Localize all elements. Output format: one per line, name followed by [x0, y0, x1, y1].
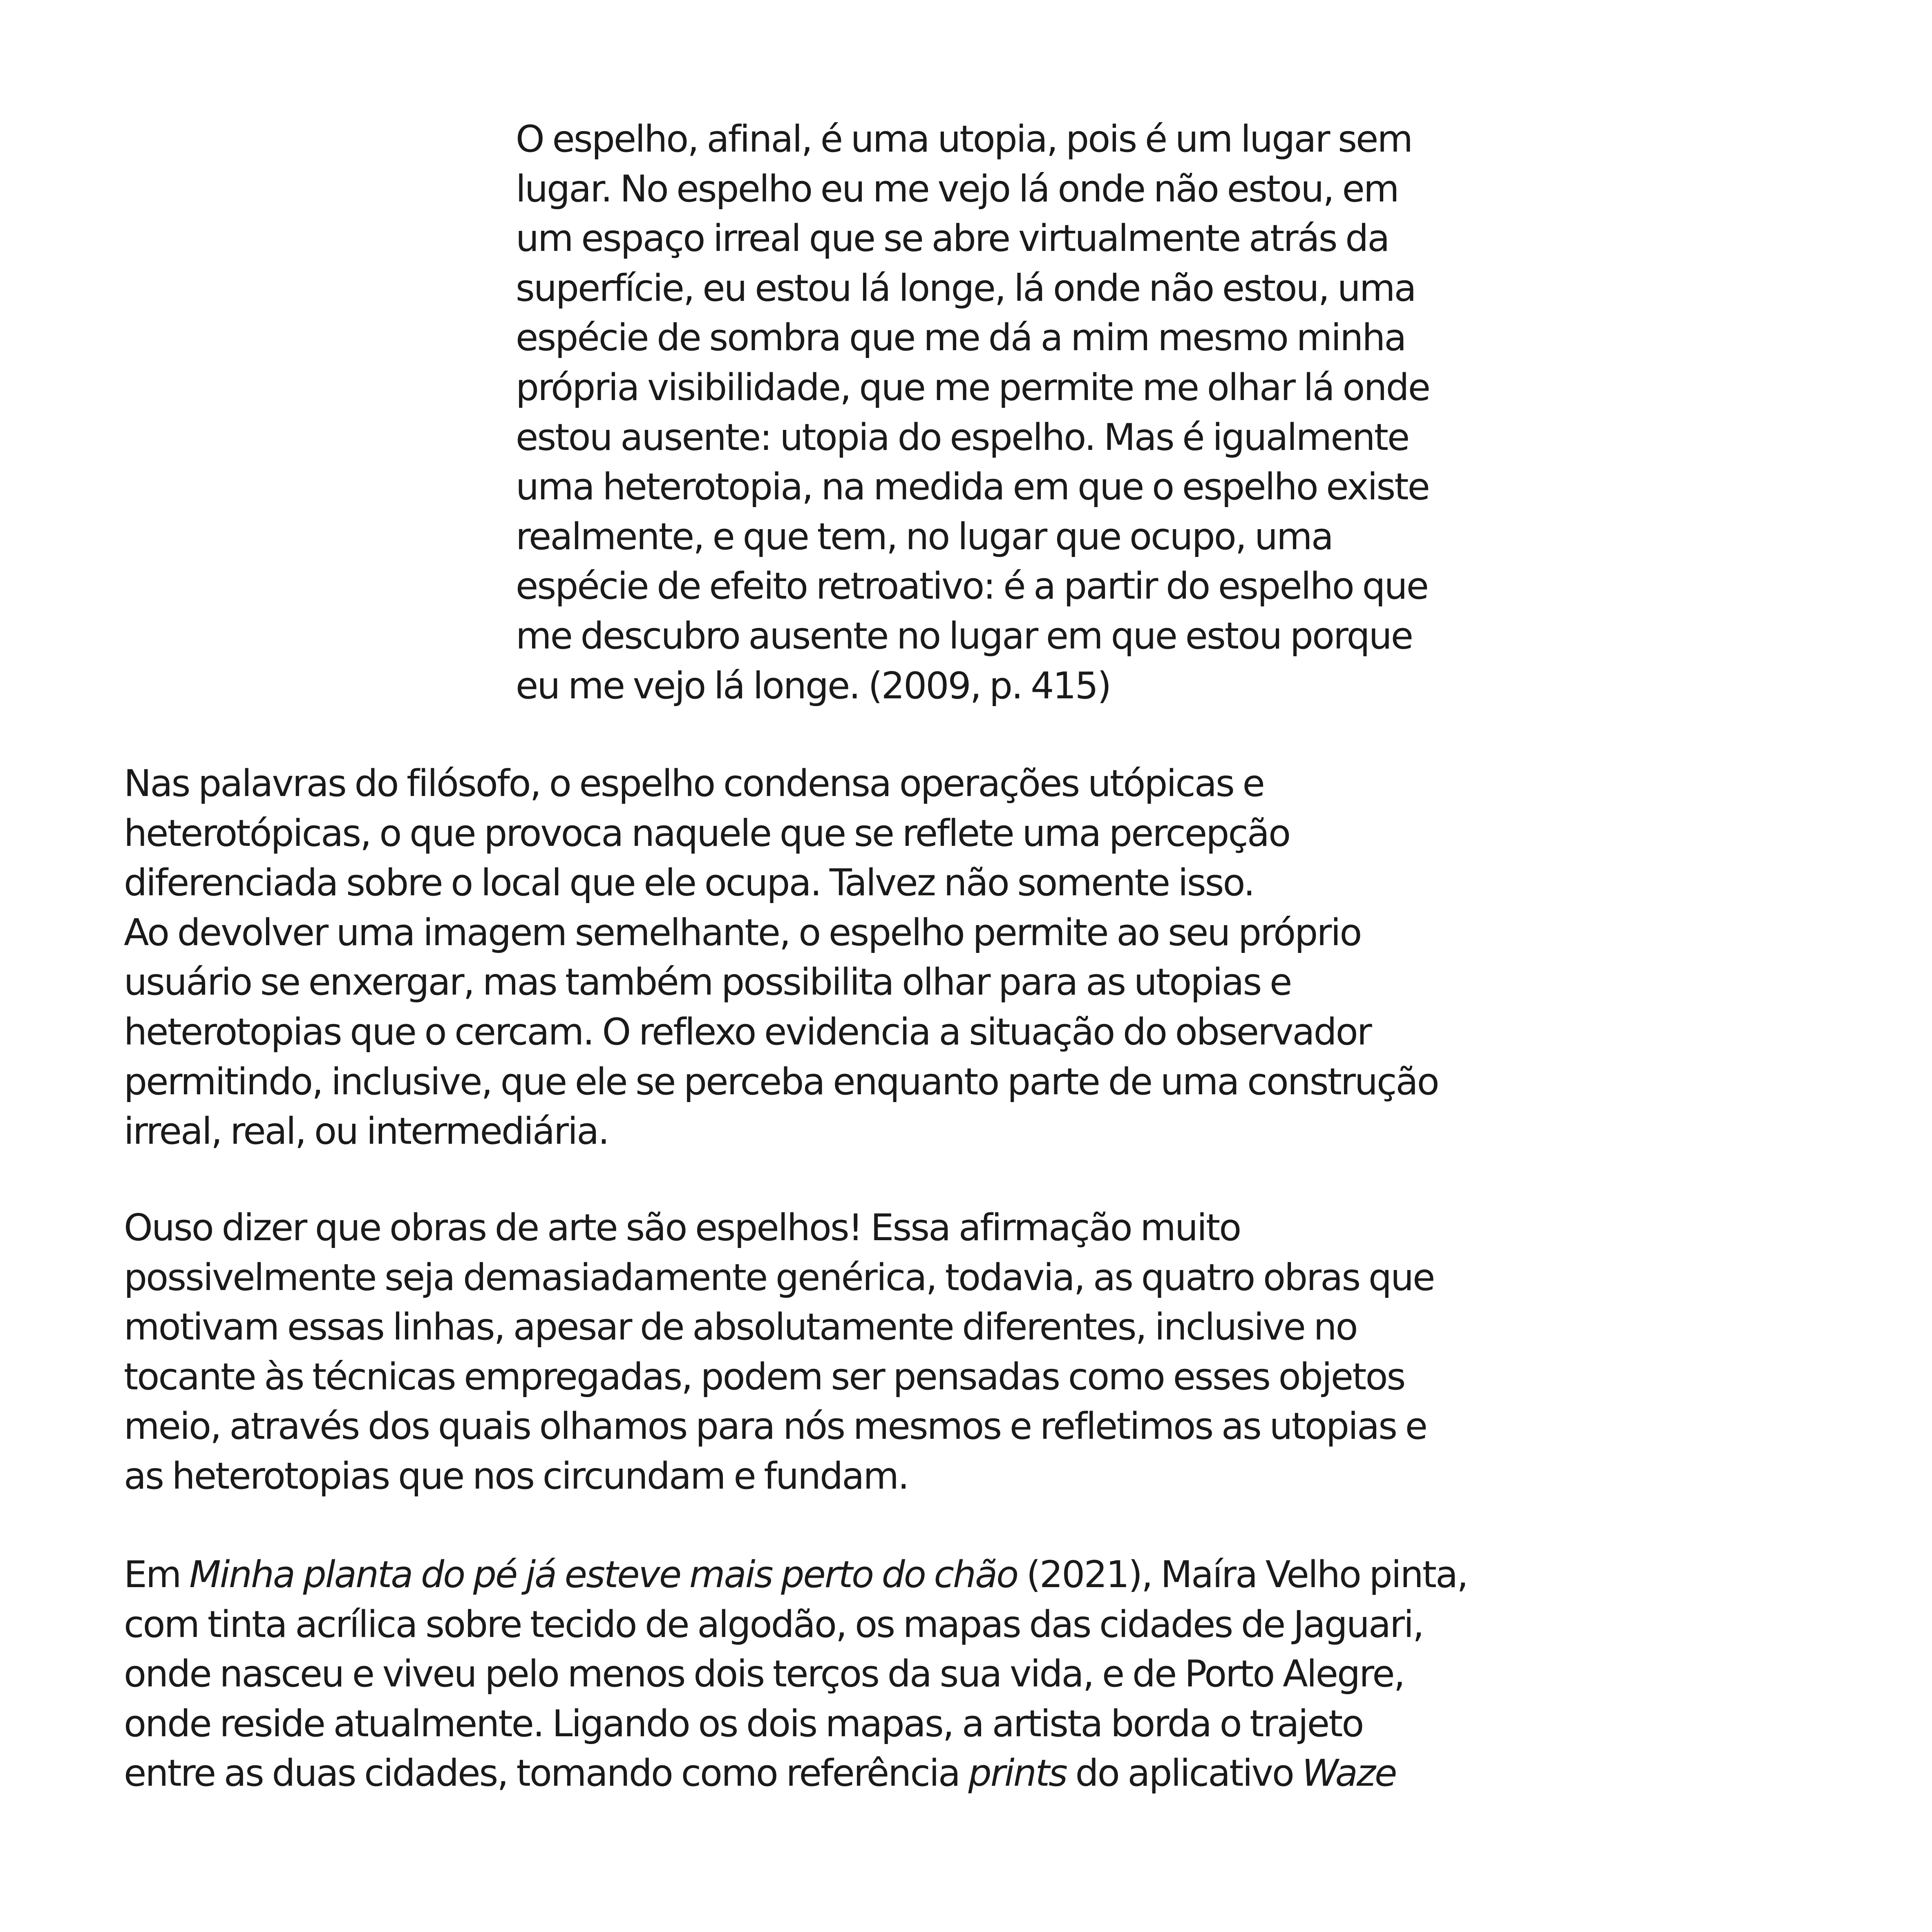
- quote-line: O espelho, afinal, é uma utopia, pois é um lugar sem: [516, 118, 1412, 161]
- paragraph-line: irreal, real, ou intermediária.: [124, 1110, 608, 1153]
- quote-line: superfície, eu estou lá longe, lá onde não estou, uma: [516, 266, 1415, 310]
- quote-line: me descubro ausente no lugar em que estou porque: [516, 614, 1413, 657]
- paragraph-line: heterotópicas, o que provoca naquele que se reflete uma percepção: [124, 812, 1290, 855]
- italic-term-waze: Waze: [1302, 1752, 1396, 1795]
- paragraph-2: [124, 1203, 1472, 1501]
- paragraph-line: [124, 1550, 1472, 1600]
- line-suffix: (2021), Maíra Velho pinta,: [1017, 1553, 1467, 1596]
- paragraph-line: Nas palavras do filósofo, o espelho condensa operações utópicas e: [124, 762, 1264, 805]
- quote-line: eu me vejo lá longe. (2009, p. 415): [516, 664, 1111, 707]
- paragraph-line: onde reside atualmente. Ligando os dois mapas, a artista borda o trajeto: [124, 1702, 1363, 1745]
- paragraph-line: onde nasceu e viveu pelo menos dois terços da sua vida, e de Porto Alegre,: [124, 1652, 1404, 1696]
- quote-line: espécie de efeito retroativo: é a partir do espelho que: [516, 565, 1428, 608]
- paragraph-line: possivelmente seja demasiadamente genérica, todavia, as quatro obras que: [124, 1256, 1434, 1299]
- paragraph-3: [124, 1550, 1472, 1798]
- paragraph-line: permitindo, inclusive, que ele se perceba enquanto parte de uma construção: [124, 1060, 1438, 1103]
- paragraph-line: usuário se enxergar, mas também possibilita olhar para as utopias e: [124, 961, 1291, 1004]
- paragraph-line: meio, através dos quais olhamos para nós mesmos e refletimos as utopias e: [124, 1405, 1427, 1448]
- paragraph-line: com tinta acrílica sobre tecido de algodão, os mapas das cidades de Jaguari,: [124, 1603, 1423, 1646]
- quote-line: própria visibilidade, que me permite me olhar lá onde: [516, 366, 1429, 409]
- quote-line: um espaço irreal que se abre virtualmente atrás da: [516, 217, 1389, 260]
- paragraph-1: [124, 759, 1472, 1156]
- quote-line: estou ausente: utopia do espelho. Mas é igualmente: [516, 416, 1409, 459]
- paragraph-line: tocante às técnicas empregadas, podem ser pensadas como esses objetos: [124, 1355, 1405, 1398]
- quote-line: uma heterotopia, na medida em que o espelho existe: [516, 465, 1429, 509]
- block-quote: [516, 114, 1496, 711]
- paragraph-line: heterotopias que o cercam. O reflexo evidencia a situação do observador: [124, 1010, 1371, 1053]
- italic-term-prints: prints: [968, 1752, 1067, 1795]
- paragraph-line: motivam essas linhas, apesar de absolutamente diferentes, inclusive no: [124, 1306, 1357, 1349]
- paragraph-line: [124, 1749, 1472, 1798]
- paragraph-line: diferenciada sobre o local que ele ocupa. Talvez não somente isso.: [124, 861, 1254, 905]
- quote-line: realmente, e que tem, no lugar que ocupo, uma: [516, 515, 1333, 558]
- artwork-title: Minha planta do pé já esteve mais perto do chão: [189, 1553, 1018, 1596]
- line-prefix: Em: [124, 1553, 190, 1596]
- paragraph-line: as heterotopias que nos circundam e fundam.: [124, 1454, 908, 1498]
- line-middle: do aplicativo: [1066, 1752, 1302, 1795]
- paragraph-line: Ao devolver uma imagem semelhante, o espelho permite ao seu próprio: [124, 911, 1361, 954]
- paragraph-line: Ouso dizer que obras de arte são espelhos! Essa afirmação muito: [124, 1206, 1241, 1249]
- quote-line: espécie de sombra que me dá a mim mesmo minha: [516, 316, 1406, 360]
- quote-line: lugar. No espelho eu me vejo lá onde não estou, em: [516, 167, 1398, 210]
- line-prefix: entre as duas cidades, tomando como referência: [124, 1752, 968, 1795]
